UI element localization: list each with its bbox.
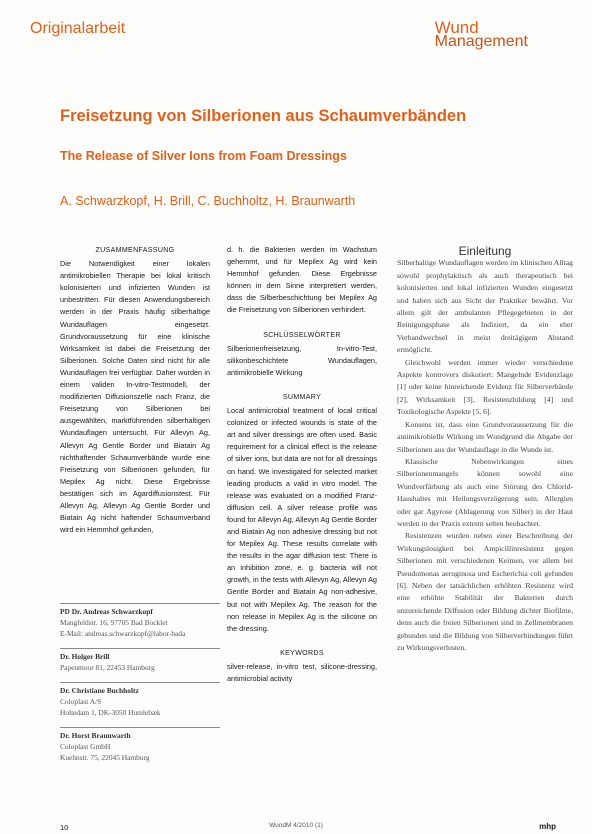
contact-name: Dr. Christiane Buchholtz xyxy=(60,686,139,695)
contact-block xyxy=(60,651,220,673)
contact-block xyxy=(60,606,220,639)
zusammenfassung-heading: ZUSAMMENFASSUNG xyxy=(95,246,175,254)
contact-block xyxy=(60,730,220,763)
intro-paragraph-3: Konsens ist, dass eine Grundvoraussetzung für die antimikrobielle Wirkung im Wundgrund die Abgabe der Silberionen aus der Wundauflage in die Wunde ist. xyxy=(397,419,573,454)
contact-line: Coloplast A/S xyxy=(60,697,102,706)
section-label: Originalarbeit xyxy=(30,20,126,37)
journal-logo xyxy=(435,20,528,50)
publisher-logo: mhp xyxy=(539,822,556,831)
author-contacts xyxy=(60,603,220,772)
intro-paragraph-5: Resistenzen wurden neben einer Beschreibung der Wirkungslosigkeit bei Ampicillinresistenz gegen Silberionen mit verschiedenen Keimen, vor allem bei Pseudomonas aeruginosa und Escherichia coli gefunden [6]. Neben der tatsächlichen erhöhten Resistenz wird eine erhöhte Stabilität der Bakterien durch unzureichende Diffusion oder Bildung dichter Biofilme, denn auch die freien Silberionen sind in Zellmembranen gebunden und die Bildung von Silberverbindungen führt zu Wirkungsverlusten. xyxy=(397,531,573,652)
logo-line-management: Management xyxy=(434,33,528,51)
keywords-de-heading: SCHLÜSSELWÖRTER xyxy=(263,330,341,339)
keywords-en-heading: KEYWORDS xyxy=(280,648,324,657)
contact-name: Dr. Holger Brill xyxy=(60,652,110,661)
einleitung-heading: Einleitung xyxy=(458,244,512,258)
keywords-en: silver-release, in-vitro test, silicone-dressing, antimicrobial activity xyxy=(227,661,377,683)
contact-line: Coloplast GmbH xyxy=(60,742,111,751)
column-abstract-en xyxy=(227,244,377,685)
contact-line: Holtedam 1, DK-3050 Humlebæk xyxy=(60,708,161,717)
contact-name: PD Dr. Andreas Schwarzkopf xyxy=(60,607,153,616)
abstract-continuation: d. h. die Bakterien werden im Wachstum gehemmt, und für Mepilex Ag wird kein Hemmhof gefunden. Diese Ergebnisse können in dem Sinne interpretiert werden, dass die Silberbeschichtung bei Mepilex Ag die Freisetzung von Silberionen verhindert. xyxy=(227,245,377,315)
intro-paragraph-4: Klassische Nebenwirkungen eines Silberionenmangels können sowohl eine Wundverfärbung als auch eine Störung des Chlorid-Haushaltes mit Heilungsverzögerung sein. Allergien oder gar Agyrose (Ablagerung von Silber) in der Haut werden in der Praxis extrem selten beobachtet. xyxy=(397,456,573,528)
article-subtitle: The Release of Silver Ions from Foam Dressings xyxy=(60,149,347,163)
summary-text: Local antimicrobial treatment of local critical colonized or infected wounds is state of the art and silver dressings are often used. Basic requirement for a clinical effect is the release of silver ions, but data are not for all dressings on hand. We investigated for selected market leading products a valid in vitro model. The release was evaluated on a modified Franz-diffusion cell. A silver release profile was found for Allevyn Ag, Allevyn Ag Gentle Border and Biatain Ag non adhesive dressing but not for Mepilex Ag. These results correlate with the results in the agar diffusion test: There is an inhibition zone, e. g. bacteria will not growth, in the tests with Allevyn Ag, Allevyn Ag Gentle Border and Biatain Ag non-adhesive, but not with Mepilex Ag. The reason for the non release in Mepilex Ag is the silicone on the dressing. xyxy=(227,406,377,633)
article-title: Freisetzung von Silberionen aus Schaumverbänden xyxy=(60,107,467,125)
intro-paragraph-2: Gleichwohl werden immer wieder verschiedene Aspekte kontrovers diskutiert: Mangelnde Evidenzlage [1] oder keine hinreichende Evidenz für Silberverbände [2], Wirksamkeit [3], Resistenzbildung [4] und Toxikologische Aspekte [5, 6]. xyxy=(397,357,573,417)
keywords-de: Silberionenfreisetzung, In-vitro-Test, silikonbeschichtete Wundauflagen, antimikrobielle Wirkung xyxy=(227,343,377,377)
page-number: 10 xyxy=(60,823,69,832)
journal-citation: WundM 4/2010 (1) xyxy=(269,822,323,829)
zusammenfassung-text: Die Notwendigkeit einer lokalen antimikrobiellen Therapie bei lokal kritisch kolonisierten und infizierten Wunden ist unbestritten. Für diesen Anwendungsbereich werden in der Praxis häufig silberhaltige Wundauflagen eingesetzt. Grundvoraussetzung für eine klinische Wirksamkeit ist dabei die Freisetzung der Silberionen. Solche Daten sind nicht für alle Wundauflagen frei verfügbar. Daher wurden in einem validen In-vitro-Testmodell, der modifizierten Diffusionszelle nach Franz, die Freisetzung von Silberionen bei ausgewählten, marktführenden silberhaltigen Wundauflagen untersucht. Für Allevyn Ag, Allevyn Ag Gentle Border und Biatain Ag nichthaftender Schaumverbände wurde eine Freisetzung von Silberionen gefunden, für Mepilex Ag nicht. Diese Ergebnisse bestätigen sich im Agardiffusionstest. Für Allevyn Ag, Allevyn Ag Gentle Border und Biatain Ag nicht haftender Schaumverband wird ein Hemmhof gefunden, xyxy=(60,259,210,535)
contact-name: Dr. Horst Braunwarth xyxy=(60,731,131,740)
contact-line: Mangfeldstr. 16, 97705 Bad Bocklet xyxy=(60,618,168,627)
contact-line: Papenmoor 81, 22453 Hamburg xyxy=(60,663,155,672)
column-abstract-de xyxy=(60,244,210,536)
logo-line-wund: Wund xyxy=(434,18,479,37)
contact-line: Kuehnstr. 75, 22045 Hamburg xyxy=(60,753,150,762)
intro-paragraph-1: Silberhaltige Wundauflagen werden im klinischen Alltag sowohl prophylaktisch als auch therapeutisch bei kolonisierten und lokal infizierten Wunden eingesetzt und haben sich aus Sicht der Praktiker bewährt. Vor allem gilt der ambulanten Pflegegebieten in der Reinigungsphase als Indiziert, da ein eher Verbandwechsel in meist dreitägigem Abstand ermöglicht. xyxy=(397,258,573,355)
column-introduction xyxy=(397,245,573,654)
authors: A. Schwarzkopf, H. Brill, C. Buchholtz, H. Braunwarth xyxy=(60,194,356,208)
summary-heading: SUMMARY xyxy=(282,392,322,401)
contact-email: E-Mail: andreas.schwarzkopf@labor-bada xyxy=(60,629,186,638)
contact-block xyxy=(60,685,220,718)
